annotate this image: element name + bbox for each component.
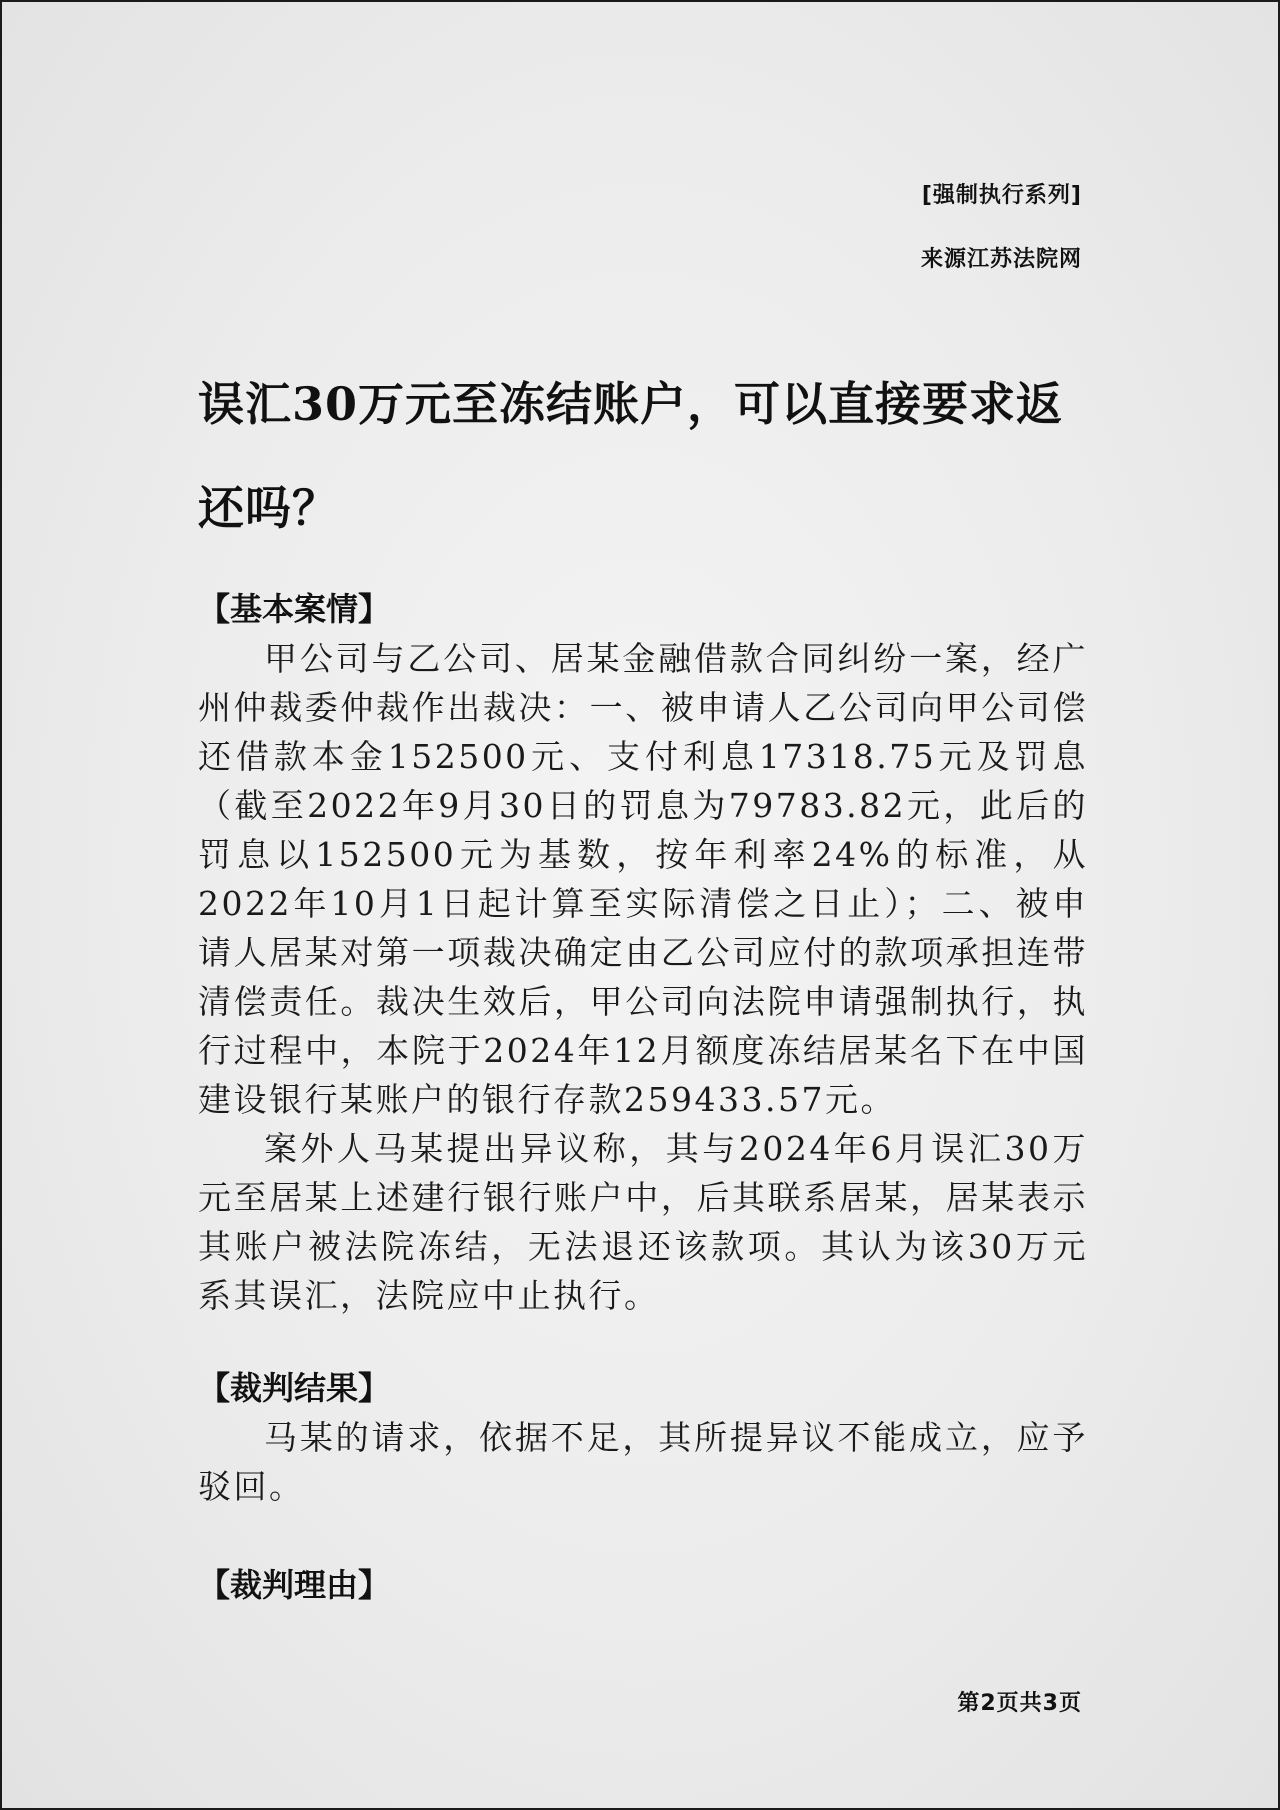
series-tag: [强制执行系列] [921, 183, 1082, 208]
paragraph: 甲公司与乙公司、居某金融借款合同纠纷一案，经广州仲裁委仲裁作出裁决：一、被申请人乙公司向甲公司偿还借款本金152500元、支付利息17318.75元及罚息（截至2022年9月30日的罚息为79783.82元，此后的罚息以152500元为基数，按年利率24%的标准，从2022年10月1日起计算至实际清偿之日止）；二、被申请人居某对第一项裁决确定由乙公司应付的款项承担连带清偿责任。裁决生效后，甲公司向法院申请强制执行，执行过程中，本院于2024年12月额度冻结居某名下在中国建设银行某账户的银行存款259433.57元。 [198, 639, 1088, 1119]
paragraph: 马某的请求，依据不足，其所提异议不能成立，应予驳回。 [198, 1418, 1088, 1506]
section-judgment-reasons [198, 1560, 1088, 1610]
section-judgment-result [198, 1363, 1088, 1511]
page-indicator: 第2页共3页 [957, 1691, 1082, 1716]
article-body [198, 584, 1088, 1610]
source-label: 来源江苏法院网 [920, 247, 1082, 272]
article-title: 误汇30万元至冻结账户，可以直接要求返还吗？ [198, 377, 1064, 535]
paragraph: 案外人马某提出异议称，其与2024年6月误汇30万元至居某上述建行银行账户中，后其联系居某，居某表示其账户被法院冻结，无法退还该款项。其认为该30万元系其误汇，法院应中止执行。 [198, 1129, 1088, 1315]
section-heading: 【裁判结果】 [198, 1369, 391, 1407]
section-basic-facts [198, 584, 1088, 1320]
section-heading: 【裁判理由】 [198, 1566, 391, 1604]
section-spacer [198, 1511, 1088, 1560]
section-spacer [198, 1320, 1088, 1363]
section-heading: 【基本案情】 [198, 590, 391, 628]
